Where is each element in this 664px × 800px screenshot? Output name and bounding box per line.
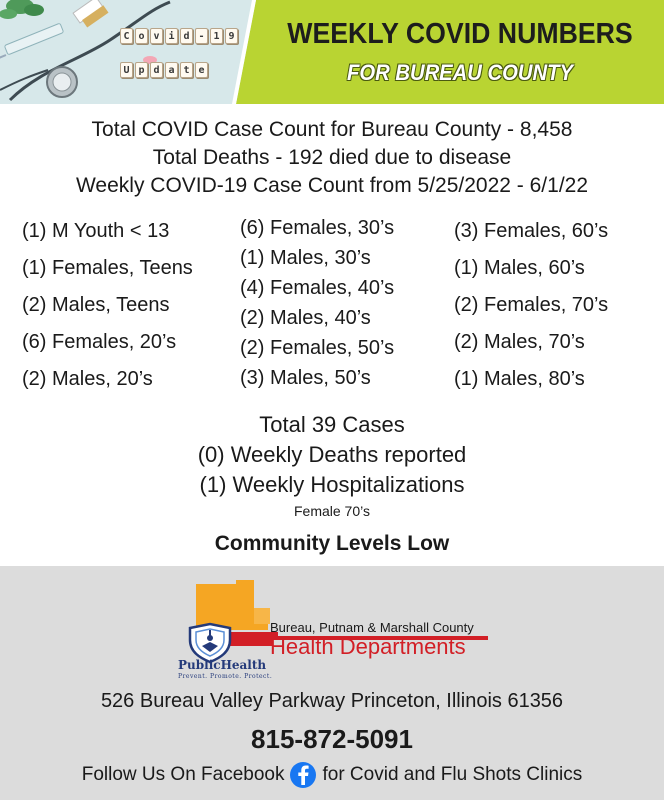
- public-health-shield-icon: [190, 624, 230, 662]
- badge-tile: o: [135, 28, 148, 44]
- community-levels: Community Levels Low: [214, 532, 450, 555]
- case-entry: (3) Females, 60’s: [454, 220, 609, 242]
- syringe-icon: [0, 23, 64, 60]
- hospitalization-detail: Female 70’s: [293, 503, 370, 519]
- plant-icon: [0, 0, 44, 19]
- header-divider: [230, 0, 270, 104]
- case-entry: (2) Males, 20’s: [22, 368, 153, 390]
- case-entry: (1) M Youth < 13: [22, 220, 170, 242]
- stethoscope-icon: [47, 67, 77, 97]
- weekly-deaths: (0) Weekly Deaths reported: [197, 442, 467, 467]
- weekly-case-range: Weekly COVID-19 Case Count from 5/25/2022 - 6/1/22: [75, 174, 589, 197]
- org-name-line1: Bureau, Putnam & Marshall County: [270, 620, 474, 635]
- medical-illustration: [0, 0, 256, 104]
- badge-tile: p: [135, 62, 148, 78]
- header-title-panel: [256, 0, 664, 104]
- badge-tile: t: [180, 62, 193, 78]
- badge-tile: d: [150, 62, 163, 78]
- badge-covid-19: [120, 28, 238, 44]
- address: 526 Bureau Valley Parkway Princeton, Illinois 61356: [100, 690, 564, 712]
- total-deaths: Total Deaths - 192 died due to disease: [152, 146, 512, 169]
- badge-tile: v: [150, 28, 163, 44]
- badge-tile: d: [180, 28, 193, 44]
- case-entry: (2) Males, 70’s: [454, 331, 585, 353]
- header-photo: [0, 0, 256, 104]
- case-entry: (6) Females, 30’s: [240, 217, 395, 239]
- case-entry: (1) Males, 30’s: [240, 247, 371, 269]
- summary-block: [0, 116, 664, 200]
- badge-tile: e: [195, 62, 208, 78]
- cases-column-2: [240, 213, 394, 393]
- case-entry: (1) Males, 60’s: [454, 257, 585, 279]
- footer: [0, 566, 664, 800]
- case-entry: (4) Females, 40’s: [240, 277, 395, 299]
- badge-update: [120, 62, 208, 78]
- badge-tile: 1: [210, 28, 223, 44]
- total-case-count: Total COVID Case Count for Bureau County - 8,458: [91, 118, 573, 141]
- case-entry: (2) Males, 40’s: [240, 307, 371, 329]
- total-weekly-cases: Total 39 Cases: [259, 412, 405, 437]
- facebook-follow: [0, 762, 664, 788]
- badge-tile: i: [165, 28, 178, 44]
- follow-text-before: Follow Us On Facebook: [81, 764, 285, 785]
- case-entry: (2) Females, 50’s: [240, 337, 395, 359]
- facebook-icon[interactable]: [290, 762, 316, 788]
- page-subtitle: FOR BUREAU COUNTY: [346, 60, 574, 85]
- phone-number[interactable]: 815-872-5091: [251, 724, 413, 754]
- public-health-wordmark: PublicHealth: [178, 658, 267, 672]
- badge-tile: a: [165, 62, 178, 78]
- org-name-line2: Health Departments: [270, 634, 466, 659]
- badge-tile: -: [195, 28, 208, 44]
- badge-tile: 9: [225, 28, 238, 44]
- case-entry: (2) Males, Teens: [22, 294, 170, 316]
- case-entry: (6) Females, 20’s: [22, 331, 177, 353]
- page-title: WEEKLY COVID NUMBERS: [287, 18, 633, 50]
- badge-tile: U: [120, 62, 133, 78]
- weekly-totals: [0, 410, 664, 564]
- case-entry: (2) Females, 70’s: [454, 294, 609, 316]
- cases-column-3: [454, 213, 608, 398]
- case-entry: (1) Females, Teens: [22, 257, 193, 279]
- case-entry: (1) Males, 80’s: [454, 368, 585, 390]
- badge-tile: C: [120, 28, 133, 44]
- weekly-hospitalizations: (1) Weekly Hospitalizations: [199, 472, 465, 497]
- public-health-tagline: Prevent. Promote. Protect.: [178, 673, 273, 680]
- cases-column-1: [22, 213, 193, 398]
- case-entry: (3) Males, 50’s: [240, 367, 371, 389]
- follow-text-after: for Covid and Flu Shots Clinics: [322, 764, 583, 785]
- header-banner: [0, 0, 664, 104]
